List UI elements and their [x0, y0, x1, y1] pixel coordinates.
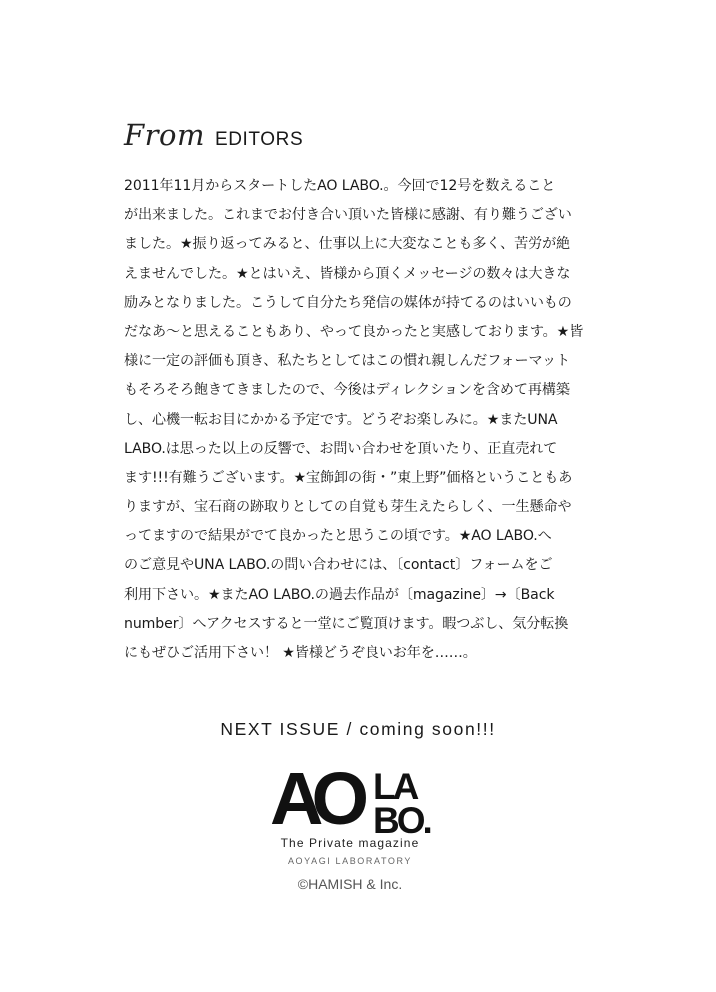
- editors-message: [124, 172, 586, 668]
- copyright: ©HAMISH & Inc.: [297, 876, 403, 892]
- message-line: 様に一定の評価も頂き、私たちとしてはこの慣れ親しんだフォーマット: [124, 353, 570, 370]
- message-line: ます!!!有難うございます。★宝飾卸の街・”東上野”価格ということもあ: [124, 469, 573, 486]
- ao-labo-logo: [270, 757, 445, 841]
- laboratory-name: AOYAGI LABORATORY: [287, 856, 413, 866]
- message-line: し、心機一転お目にかかる予定です。どうぞお楽しみに。★またUNA: [124, 411, 558, 428]
- message-line: ました。★振り返ってみると、仕事以上に大変なことも多く、苦労が絶: [124, 236, 571, 253]
- message-line: が出来ました。これまでお付き合い頂いた皆様に感謝、有り難うござい: [124, 207, 572, 224]
- message-line: りますが、宝石商の跡取りとしての自覚も芽生えたらしく、一生懸命や: [124, 499, 572, 516]
- message-line: number〕へアクセスすると一堂にご覧頂けます。暇つぶし、気分転換: [124, 615, 569, 632]
- message-line: にもぜひご活用下さい！ ★皆様どうぞ良いお年を……。: [124, 645, 477, 661]
- message-line: だなあ～と思えることもあり、やって良かったと実感しております。★皆: [124, 323, 584, 340]
- next-issue-notice: NEXT ISSUE / coming soon!!!: [220, 719, 496, 739]
- editors-heading: [124, 118, 303, 152]
- message-line: ってますので結果がでて良かったと思うこの頃です。★AO LABO.へ: [124, 528, 552, 545]
- message-line: 利用下さい。★またAO LABO.の過去作品が〔magazine〕→〔Back: [124, 586, 555, 603]
- message-line: 励みとなりました。こうして自分たち発信の媒体が持てるのはいいもの: [124, 294, 572, 311]
- message-line: えませんでした。★とはいえ、皆様から頂くメッセージの数々は大きな: [124, 265, 571, 282]
- from-script-title: From: [124, 118, 205, 152]
- magazine-tagline: The Private magazine: [280, 836, 420, 850]
- message-line: 2011年11月からスタートしたAO LABO.。今回で12号を数えること: [124, 178, 556, 194]
- logo-la: LA: [373, 766, 417, 807]
- message-line: のご意見やUNA LABO.の問い合わせには、〔contact〕フォームをご: [124, 557, 553, 574]
- editors-title: EDITORS: [214, 129, 304, 150]
- message-line: もそろそろ飽きてきましたので、今後はディレクションを含めて再構築: [124, 382, 570, 399]
- message-line: LABO.は思った以上の反響で、お問い合わせを頂いたり、正直売れて: [124, 440, 558, 457]
- logo-ao: AO: [270, 757, 357, 840]
- logo-bo: BO.: [373, 800, 430, 841]
